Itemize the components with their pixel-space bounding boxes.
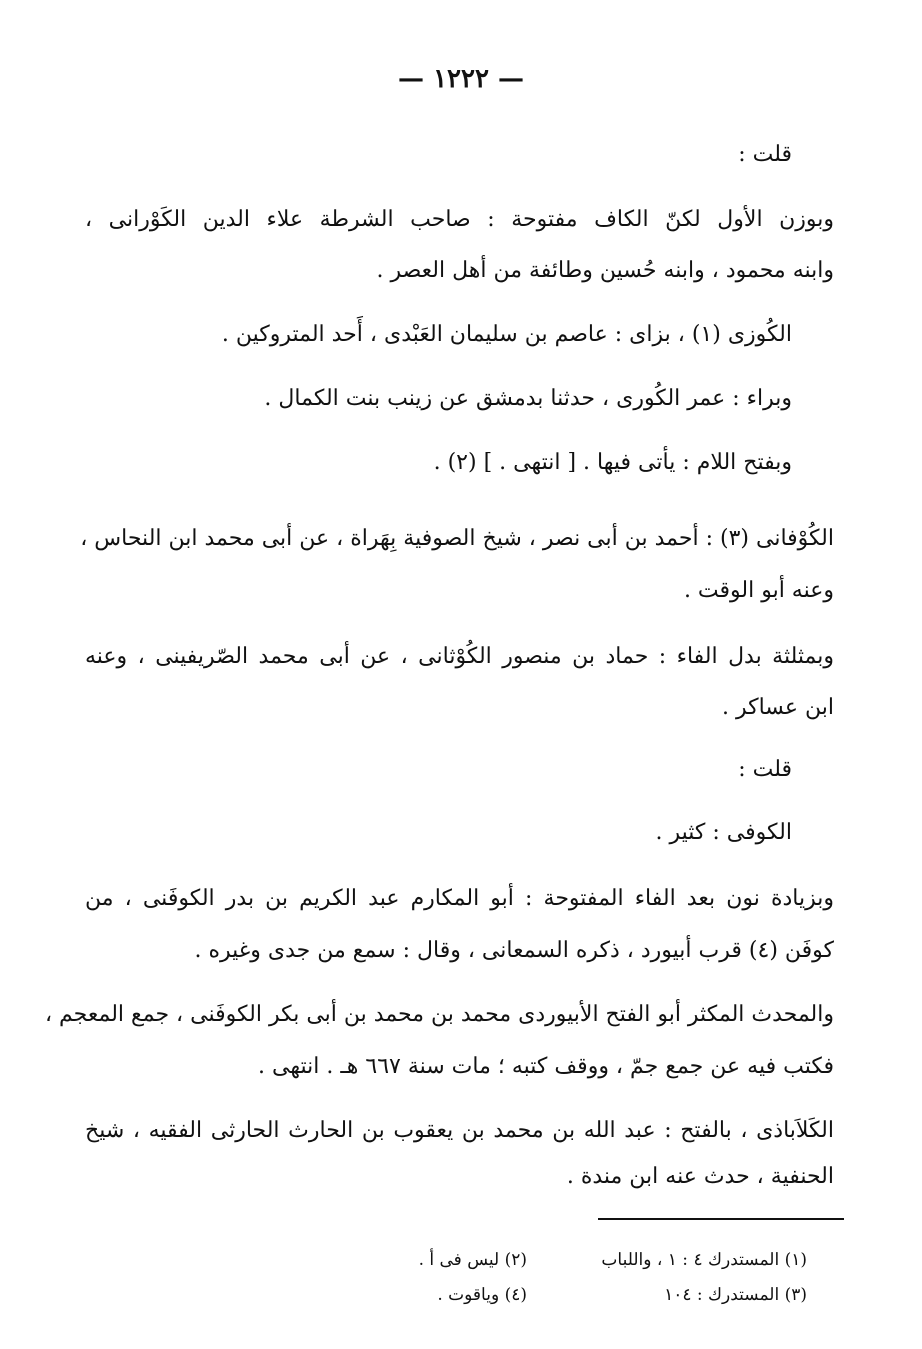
text-line: الكُوزى (١) ، بزاى : عاصم بن سليمان العَبْدى ، أَحد المتروكين . xyxy=(221,322,792,347)
text-line: وبراء : عمر الكُورى ، حدثنا بدمشق عن زينب بنت الكمال . xyxy=(264,386,792,411)
text-line: وبوزن الأول لكنّ الكاف مفتوحة : صاحب الشرطة علاء الدين الكَوْرانى ، xyxy=(85,207,834,232)
footnote: (٤) وياقوت . xyxy=(437,1285,527,1305)
text-line: الكَلاَباذى ، بالفتح : عبد الله بن محمد بن يعقوب بن الحارث الحارثى الفقيه ، شيخ xyxy=(85,1118,834,1143)
page-number: — ١٢٢٢ — xyxy=(398,64,524,94)
text-line: فكتب فيه عن جمع جمّ ، ووقف كتبه ؛ مات سنة ٦٦٧ هـ . انتهى . xyxy=(258,1054,834,1079)
text-line: الكُوْفانى (٣) : أحمد بن أبى نصر ، شيخ الصوفية بِهَراة ، عن أبى محمد ابن النحاس ، xyxy=(80,526,834,551)
text-line: وبمثلثة بدل الفاء : حماد بن منصور الكُوْثانى ، عن أبى محمد الصّريفينى ، وعنه xyxy=(85,644,834,669)
text-line: والمحدث المكثر أبو الفتح الأبيوردى محمد بن محمد بن أبى بكر الكوفَنى ، جمع المعجم ، xyxy=(44,1002,834,1027)
text-line: ابن عساكر . xyxy=(721,695,834,720)
text-line: قلت : xyxy=(738,142,792,167)
text-line: وبفتح اللام : يأتى فيها . [ انتهى . ] (٢) . xyxy=(433,450,792,475)
footnote-separator xyxy=(598,1218,844,1220)
text-line: وبزيادة نون بعد الفاء المفتوحة : أبو المكارم عبد الكريم بن بدر الكوفَنى ، من xyxy=(85,886,834,911)
footnote: (٣) المستدرك : ١٠٤ xyxy=(664,1285,807,1305)
text-line: الكوفى : كثير . xyxy=(655,820,792,845)
text-line: وعنه أبو الوقت . xyxy=(683,578,834,603)
text-line: قلت : xyxy=(738,757,792,782)
text-line: الحنفية ، حدث عنه ابن مندة . xyxy=(566,1164,834,1189)
text-line: وابنه محمود ، وابنه حُسين وطائفة من أهل العصر . xyxy=(376,258,834,283)
text-line: كوفَن (٤) قرب أبيورد ، ذكره السمعانى ، وقال : سمع من جدى وغيره . xyxy=(194,938,834,963)
footnote: (١) المستدرك ٤ : ١ ، واللباب xyxy=(601,1250,807,1270)
footnote: (٢) ليس فى أ . xyxy=(418,1250,527,1270)
